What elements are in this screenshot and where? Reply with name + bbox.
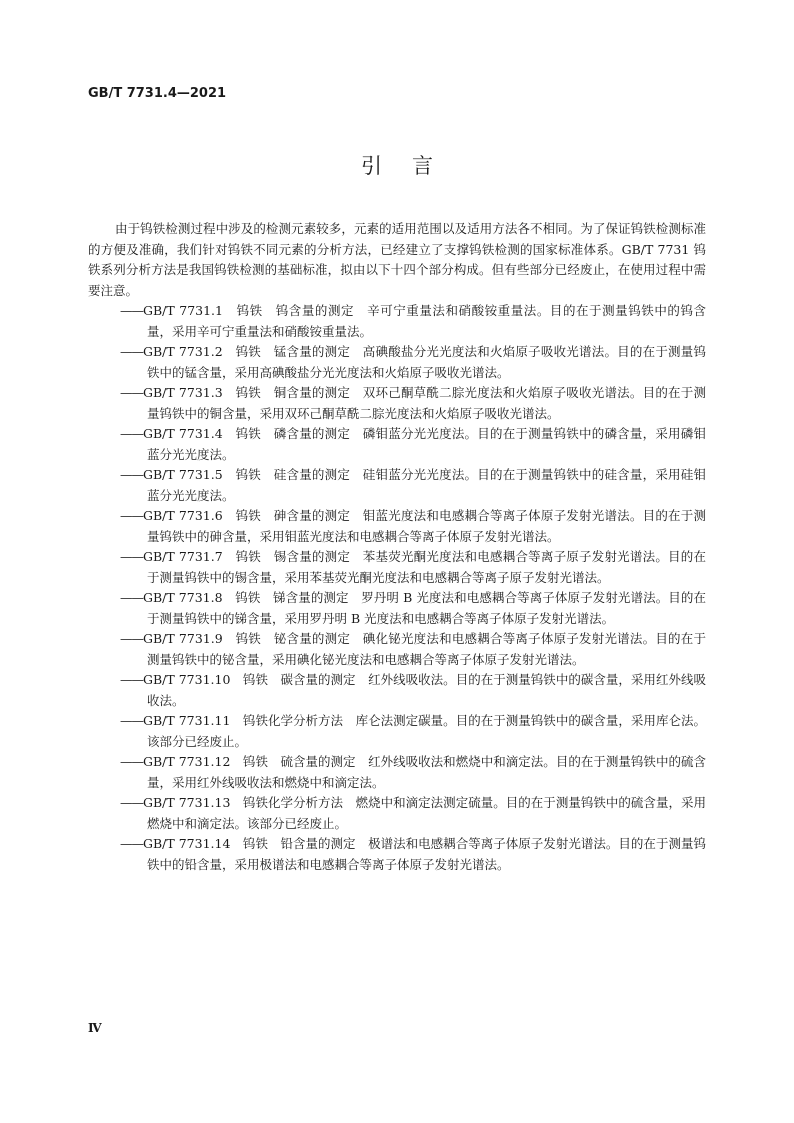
list-item <box>88 342 706 383</box>
list-item-text: GB/T 7731.7 钨铁 锡含量的测定 苯基荧光酮光度法和电感耦合等离子原子发射光谱法。目的在于测量钨铁中的锡含量，采用苯基荧光酮光度法和电感耦合等离子原子发射光谱法。 <box>143 549 706 585</box>
standard-code-header: GB/T 7731.4—2021 <box>88 86 227 101</box>
list-item-text: GB/T 7731.5 钨铁 硅含量的测定 硅钼蓝分光光度法。目的在于测量钨铁中的硅含量，采用硅钼蓝分光光度法。 <box>143 467 706 503</box>
list-dash: —— <box>120 303 143 318</box>
list-dash: —— <box>120 672 143 687</box>
list-item <box>88 793 706 834</box>
introduction-body <box>88 219 706 875</box>
list-item-text: GB/T 7731.12 钨铁 硫含量的测定 红外线吸收法和燃烧中和滴定法。目的在于测量钨铁中的硫含量，采用红外线吸收法和燃烧中和滴定法。 <box>143 754 706 790</box>
page-title: 引言 <box>361 154 463 178</box>
list-item-text: GB/T 7731.10 钨铁 碳含量的测定 红外线吸收法。目的在于测量钨铁中的碳含量，采用红外线吸收法。 <box>143 672 706 708</box>
list-item <box>88 588 706 629</box>
list-item <box>88 424 706 465</box>
list-item-text: GB/T 7731.1 钨铁 钨含量的测定 辛可宁重量法和硝酸铵重量法。目的在于测量钨铁中的钨含量，采用辛可宁重量法和硝酸铵重量法。 <box>143 303 706 339</box>
list-item-text: GB/T 7731.11 钨铁化学分析方法 库仑法测定碳量。目的在于测量钨铁中的碳含量，采用库仑法。该部分已经废止。 <box>143 713 706 749</box>
list-item <box>88 465 706 506</box>
list-item <box>88 629 706 670</box>
list-dash: —— <box>120 836 143 851</box>
list-dash: —— <box>120 631 143 646</box>
list-dash: —— <box>120 344 143 359</box>
list-item <box>88 711 706 752</box>
list-dash: —— <box>120 508 143 523</box>
list-item <box>88 834 706 875</box>
list-dash: —— <box>120 590 143 605</box>
list-dash: —— <box>120 754 143 769</box>
list-item <box>88 547 706 588</box>
list-item <box>88 383 706 424</box>
list-item <box>88 670 706 711</box>
list-item-text: GB/T 7731.9 钨铁 铋含量的测定 碘化铋光度法和电感耦合等离子体原子发射光谱法。目的在于测量钨铁中的铋含量，采用碘化铋光度法和电感耦合等离子体原子发射光谱法。 <box>143 631 706 667</box>
list-item-text: GB/T 7731.8 钨铁 锑含量的测定 罗丹明 B 光度法和电感耦合等离子体原子发射光谱法。目的在于测量钨铁中的锑含量，采用罗丹明 B 光度法和电感耦合等离子体原子发射光谱法。 <box>143 590 706 626</box>
list-item <box>88 301 706 342</box>
list-item-text: GB/T 7731.3 钨铁 铜含量的测定 双环己酮草酰二腙光度法和火焰原子吸收光谱法。目的在于测量钨铁中的铜含量，采用双环己酮草酰二腙光度法和火焰原子吸收光谱法。 <box>143 385 706 421</box>
part-list <box>88 301 706 875</box>
list-item-text: GB/T 7731.14 钨铁 铅含量的测定 极谱法和电感耦合等离子体原子发射光谱法。目的在于测量钨铁中的铅含量，采用极谱法和电感耦合等离子体原子发射光谱法。 <box>143 836 706 872</box>
list-dash: —— <box>120 713 143 728</box>
list-item <box>88 506 706 547</box>
list-item-text: GB/T 7731.4 钨铁 磷含量的测定 磷钼蓝分光光度法。目的在于测量钨铁中的磷含量，采用磷钼蓝分光光度法。 <box>143 426 706 462</box>
list-item-text: GB/T 7731.13 钨铁化学分析方法 燃烧中和滴定法测定硫量。目的在于测量钨铁中的硫含量，采用燃烧中和滴定法。该部分已经废止。 <box>143 795 706 831</box>
list-dash: —— <box>120 426 143 441</box>
list-item-text: GB/T 7731.6 钨铁 砷含量的测定 钼蓝光度法和电感耦合等离子体原子发射光谱法。目的在于测量钨铁中的砷含量，采用钼蓝光度法和电感耦合等离子体原子发射光谱法。 <box>143 508 706 544</box>
list-dash: —— <box>120 467 143 482</box>
list-item <box>88 752 706 793</box>
list-dash: —— <box>120 795 143 810</box>
list-item-text: GB/T 7731.2 钨铁 锰含量的测定 高碘酸盐分光光度法和火焰原子吸收光谱法。目的在于测量钨铁中的锰含量，采用高碘酸盐分光光度法和火焰原子吸收光谱法。 <box>143 344 706 380</box>
page-number: Ⅳ <box>88 1021 102 1035</box>
list-dash: —— <box>120 385 143 400</box>
list-dash: —— <box>120 549 143 564</box>
intro-paragraph: 由于钨铁检测过程中涉及的检测元素较多，元素的适用范围以及适用方法各不相同。为了保证钨铁检测标准的方便及准确，我们针对钨铁不同元素的分析方法，已经建立了支撑钨铁检测的国家标准体系。GB/T 7731 钨铁系列分析方法是我国钨铁检测的基础标准，拟由以下十四个部分构成。但有些部分已经废止，在使用过程中需要注意。 <box>88 221 706 298</box>
